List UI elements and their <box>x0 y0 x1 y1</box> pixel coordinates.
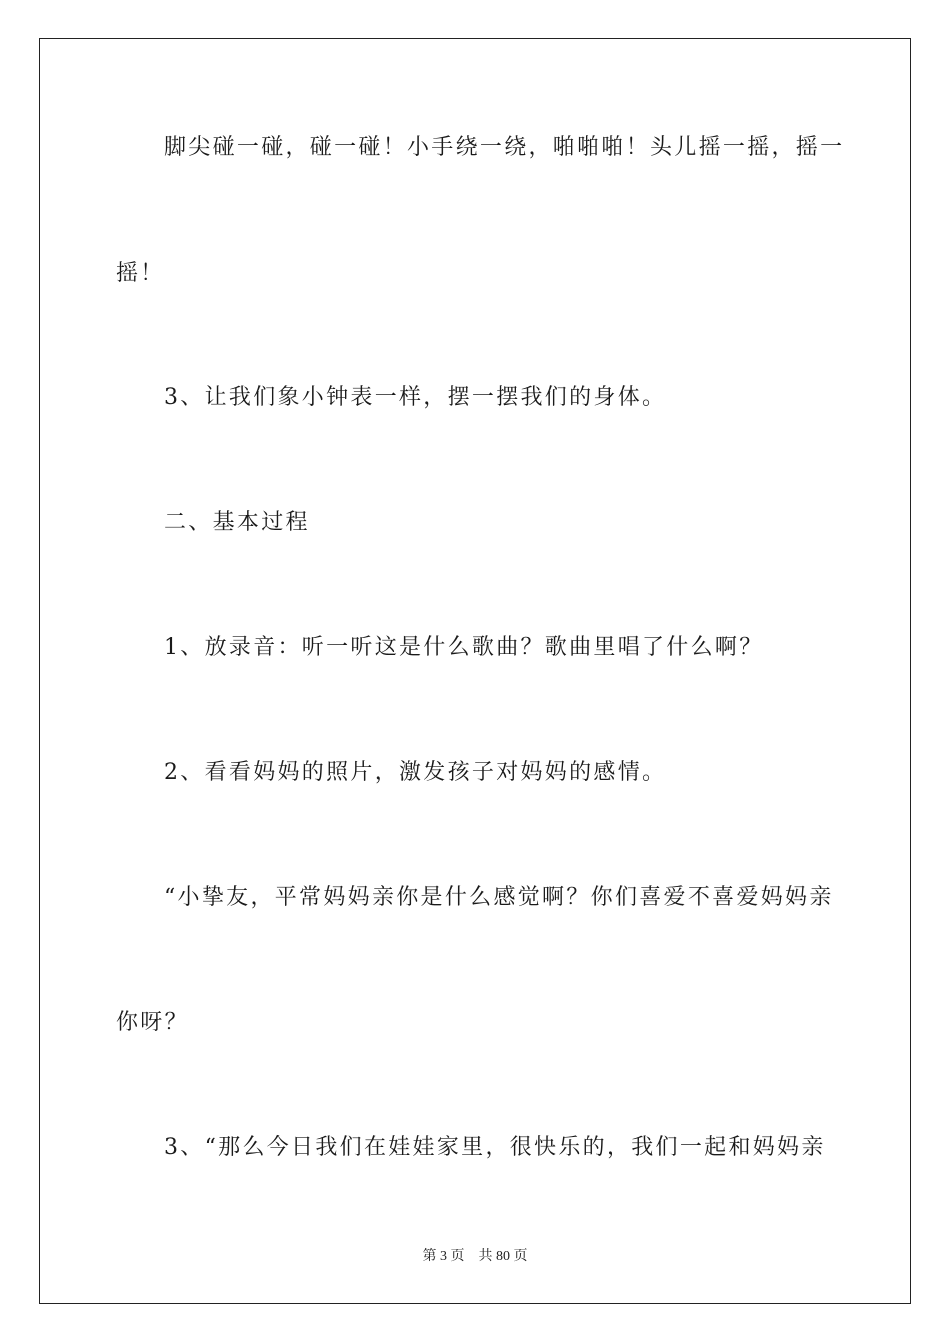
page-border <box>39 38 911 1304</box>
paragraph-line: “小挚友，平常妈妈亲你是什么感觉啊？你们喜爱不喜爱妈妈亲 <box>164 885 834 910</box>
section-heading: 二、基本过程 <box>164 510 310 535</box>
paragraph-line: 摇！ <box>116 261 165 286</box>
page-footer <box>0 1248 950 1266</box>
paragraph-line: 你呀？ <box>116 1010 189 1035</box>
paragraph-line: 3、让我们象小钟表一样，摆一摆我们的身体。 <box>164 385 667 410</box>
paragraph-line: 2、看看妈妈的照片，激发孩子对妈妈的感情。 <box>164 760 667 785</box>
paragraph-line: 3、“那么今日我们在娃娃家里，很快乐的，我们一起和妈妈亲 <box>164 1135 826 1160</box>
paragraph-line: 1、放录音：听一听这是什么歌曲？歌曲里唱了什么啊？ <box>164 635 764 660</box>
page-number: 第 3 页 <box>422 1249 465 1264</box>
paragraph-line: 脚尖碰一碰，碰一碰！小手绕一绕，啪啪啪！头儿摇一摇，摇一 <box>164 135 845 160</box>
total-pages: 共 80 页 <box>478 1249 528 1264</box>
